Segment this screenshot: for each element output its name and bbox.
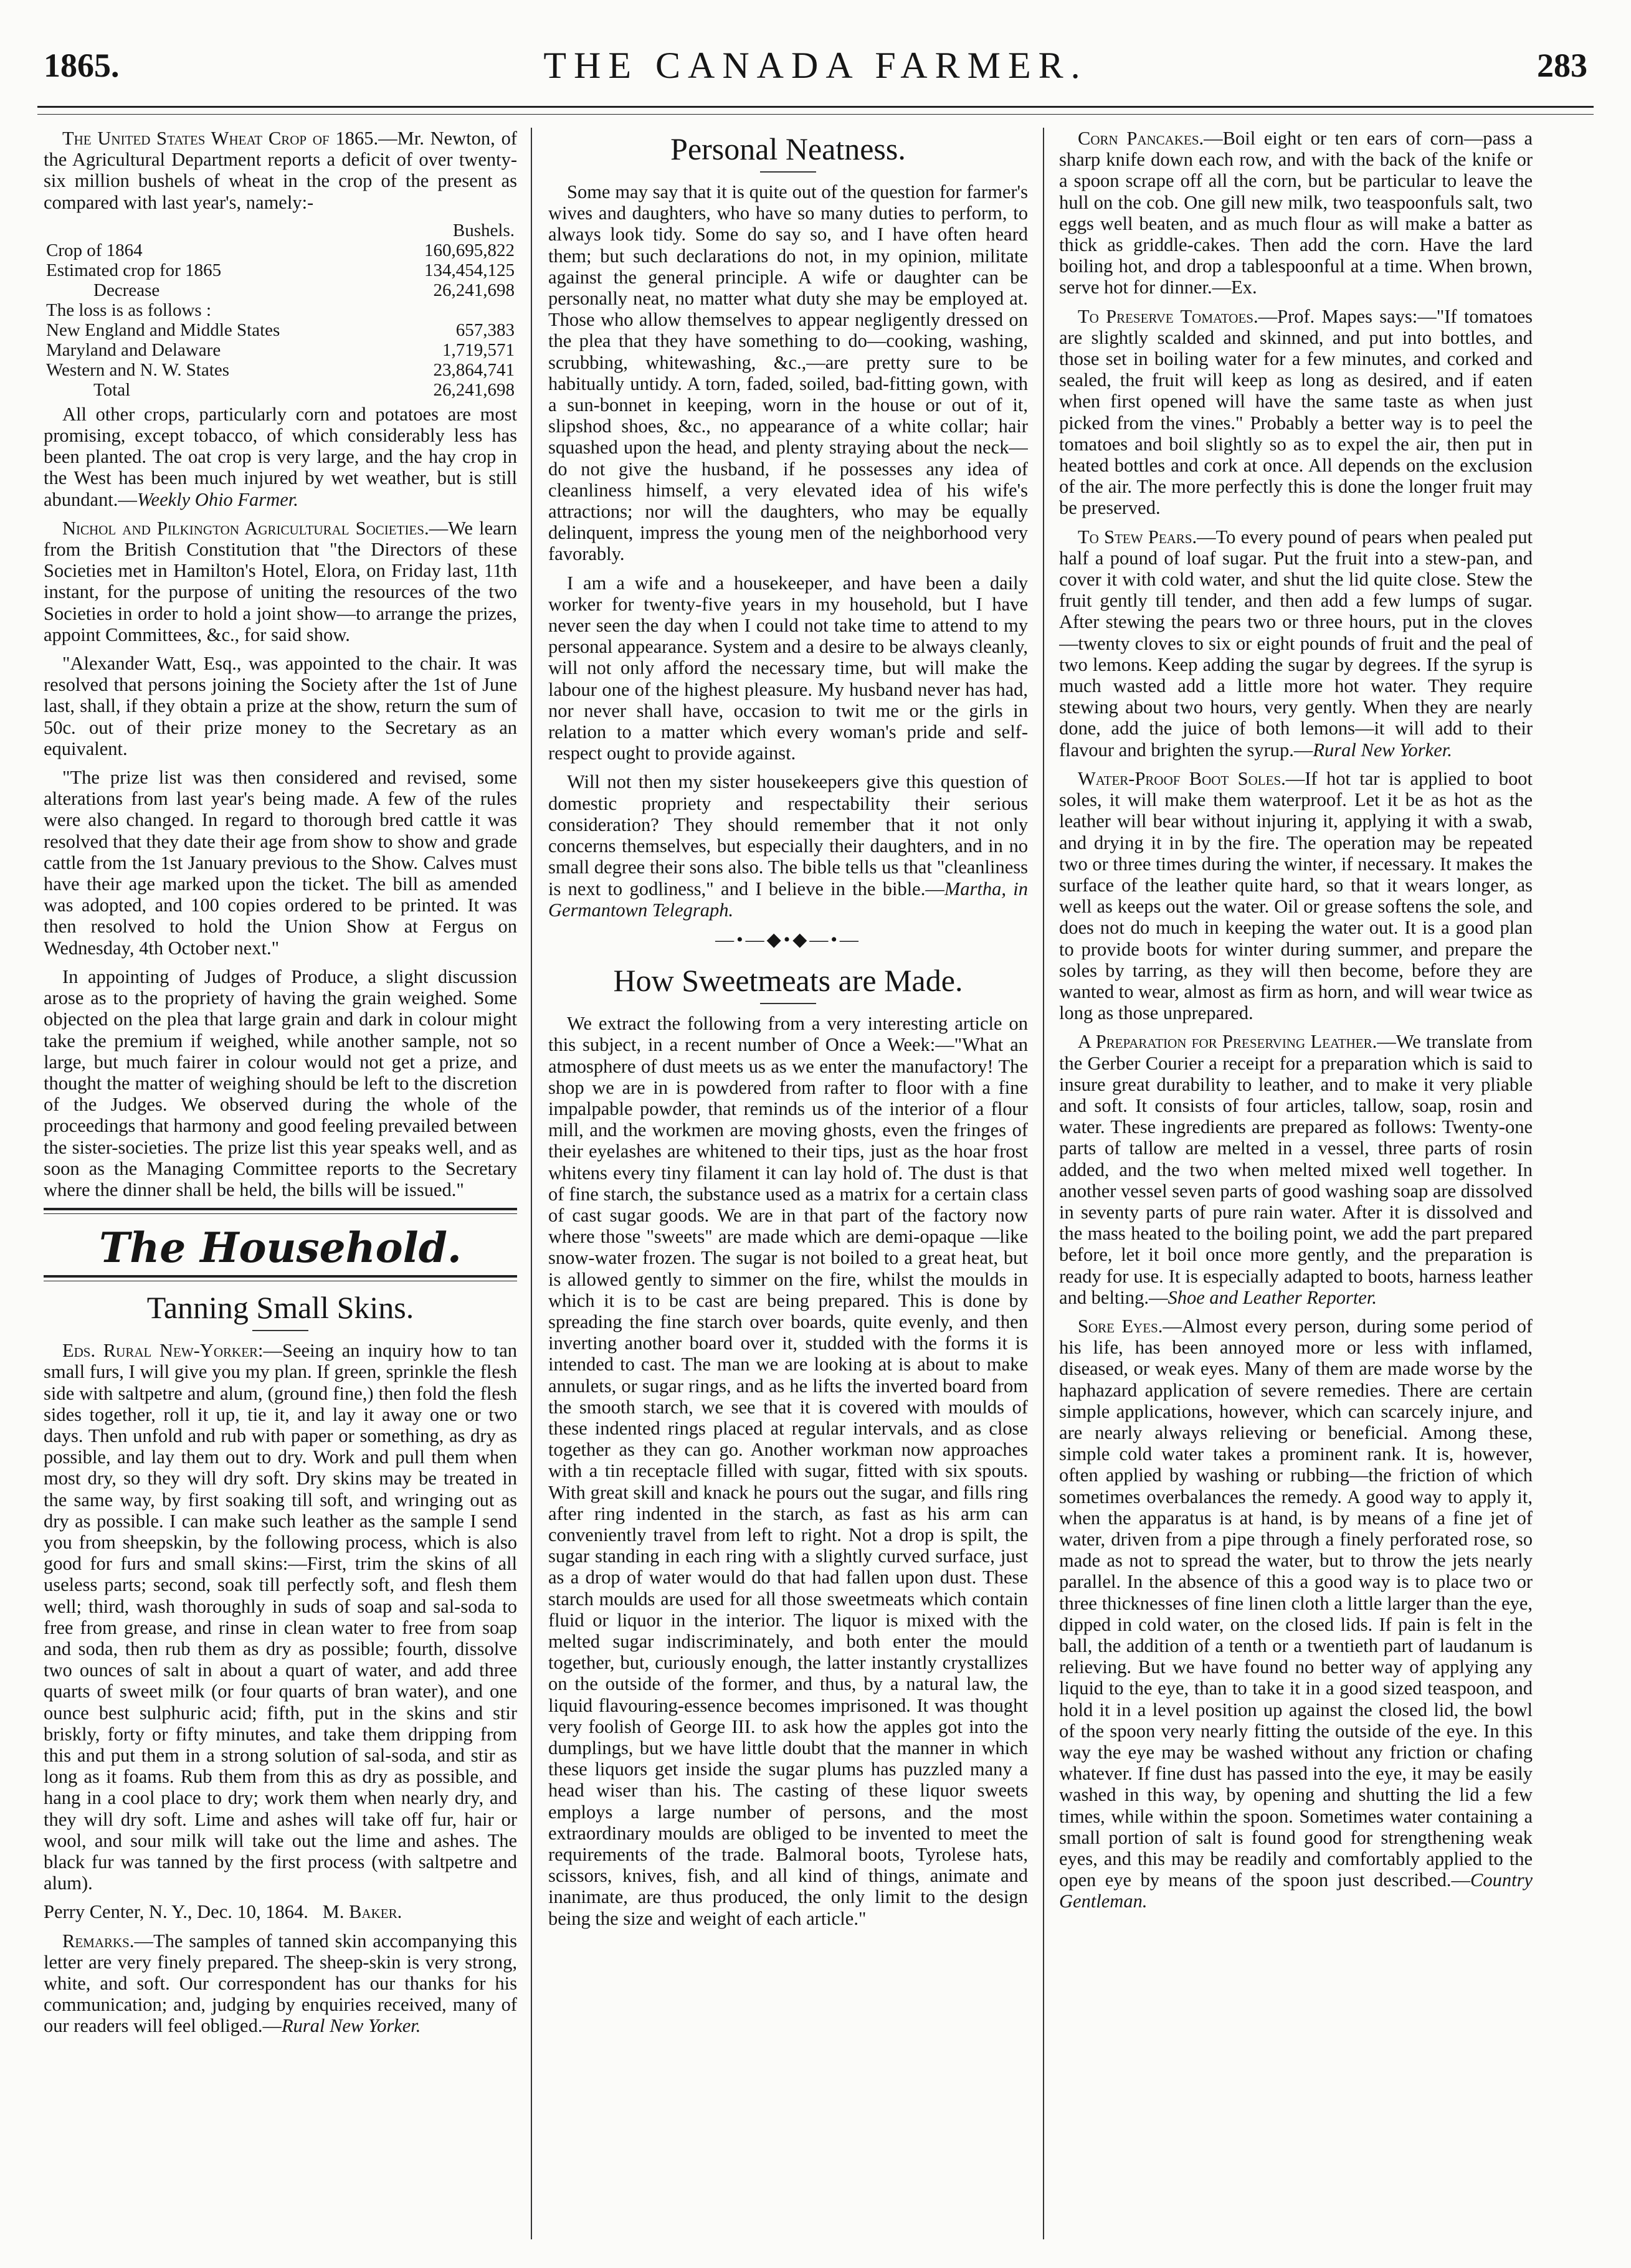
masthead-title: THE CANADA FARMER. (543, 45, 1088, 86)
article-text: I am a wife and a housekeeper, and have been a daily worker for twenty-five years in my household, but I have never seen the day when I could not take time to attend to my personal appearance. System and a desire to be always cleanly, will not only afford the necessary time, but will make the labour one of the highest pleasure. My husband never has had, nor never shall have, occasion to twit me or the girls in relation to a matter which every woman's pride and self-respect ought to provide against. (548, 572, 1028, 764)
masthead-rule (37, 106, 1594, 115)
article-text: "Alexander Watt, Esq., was appointed to the chair. It was resolved that persons joining the Society after the 1st of June last, shall, if they obtain a prize at the show, return the sum of 50c. out of their prize money to the Secretary as an equivalent. (44, 653, 517, 759)
table-row: Maryland and Delaware 1,719,571 (46, 339, 515, 360)
column-3 (1059, 128, 1533, 2239)
corn-pancakes-article: Corn Pancakes.—Boil eight or ten ears of corn—pass a sharp knife down each row, and with the back of the knife or a spoon scrape off all the corn, but be particular to leave the hull on the cob. One gill new milk, two teaspoonfuls salt, two eggs well beaten, and as much flour as will make a batter as thick as griddle-cakes. Then add the corn. Have the lard boiling hot, and drop a tablespoonful at a time. When brown, serve hot for dinner.—Ex. (1059, 128, 1533, 298)
table-row: Decrease 26,241,698 (93, 280, 515, 300)
article-text: Will not then my sister housekeepers give this question of domestic propriety and respectability their serious consideration? They should remember that it not only concerns themselves, but especially their daughters, and in no small degree their sons also. The bible tells us that "cleanliness is next to godliness," and I believe in the bible.—Martha, in Germantown Telegraph. (548, 771, 1028, 921)
table-row: Estimated crop for 1865 134,454,125 (46, 260, 515, 280)
masthead (37, 37, 1594, 106)
wheat-crop-article (44, 128, 517, 213)
ornament-divider: —•—◆•◆—•— (715, 929, 861, 950)
section-rule (44, 1208, 517, 1214)
tomatoes-article: To Preserve Tomatoes.—Prof. Mapes says:—"If tomatoes are slightly scalded and skinned, and put into bottles, and those set in boiling water for a few minutes, and corked and sealed, the fruit will keep as long as desired, and if eaten when first opened will have the same taste as when just picked from the vines." Probably a better way is to peel the tomatoes and boil slightly so as to expel the air, then put in heated bottles and cork at once. All depends on the exclusion of the air. The more perfectly this is done the longer fruit may be preserved. (1059, 305, 1533, 519)
article-title: Personal Neatness. (670, 131, 906, 166)
pears-article: To Stew Pears.—To every pound of pears when pealed put half a pound of loaf sugar. Put the fruit into a stew-pan, and cover it with cold water, and shut the lid quite close. Stew the fruit gently till tender, and then add a few lumps of sugar. After stewing the pears two or three hours, put in the cloves—twenty cloves to six or eight pounds of fruit and the peal of two lemons. Keep adding the sugar by degrees. If the syrup is much wasted add a little more hot water. They require stewing about two hours, very gently. When they are nearly done, add the juice of both lemons—it will add to their flavour and brighten the syrup.—Rural New Yorker. (1059, 526, 1533, 761)
table-header: Bushels. (452, 220, 515, 240)
article-text: We extract the following from a very interesting article on this subject, in a recent number of Once a Week:—"What an atmosphere of dust meets us as we enter the manufactory! The shop we are in is powdered from rafter to floor with a fine impalpable powder, that reminds us of the interior of a flour mill, and the workmen are moving ghosts, even the fringes of their eyelashes are whitened to their tips, just as the hoar frost whitens every tiny filament it can lay hold of. The dust is that of fine starch, the substance used as a matrix for a certain class of cast sugar goods. We are in that part of the factory now where those "sweets" are made which are demi-opaque —like snow-water frozen. The sugar is not boiled to a great heat, but is allowed gently to simmer on the fire, whilst the moulds in which it is to be cast are being prepared. This is done by spreading the fine starch over boards, quite evenly, and then inverting another board over it, studded with the forms it is intended to cast. The man we are looking at is about to make annulets, or sugar rings, and as he lifts the inverted board from the smooth starch, we see that it is covered with moulds of these indented rings placed at regular intervals, and as close together as they can go. Another workman now approaches with a tin receptacle filled with sugar, fitted with six spouts. With great skill and knack he pours out the sugar, and fills ring after ring indented in the starch, as fast as his arm can conveniently travel from left to right. Not a drop is spilt, the sugar standing in each ring with a slightly curved surface, just as a drop of water would do that had fallen upon dust. These starch moulds are used for all those sweetmeats which contain fluid or liquor in the interior. The liquor is mixed with the melted sugar indiscriminately, and both enter the mould together, but, curiously enough, the latter instantly crystallizes on the outside of the former, and thus, by a natural law, the liquid flavouring-essence becomes imprisoned. It was thought very foolish of George III. to ask how the apples got into the dumplings, but we have little doubt that the manner in which these liquors get inside the sugar plums has puzzled many a head wiser than his. The casting of these liquor sweets employs a large number of persons, and the most extraordinary moulds are obliged to be invented to meet the requirements of the trade. Balmoral boots, Tyrolese hats, scissors, knives, fish, and all kind of things, animate and inanimate, are thus produced, the only limit to the design being the size and weight of each article." (548, 1013, 1028, 1929)
masthead-year: 1865. (44, 47, 120, 84)
column-rule (1043, 128, 1044, 2239)
section-rule (44, 1275, 517, 1281)
column-rule (531, 128, 532, 2239)
title-rule (760, 171, 816, 173)
article-text: Mr. Newton, of the Agricultural Department reports a deficit of over twenty-six million bushels of wheat in the crop of the present as compared with last year's, namely:- (44, 128, 517, 213)
article-text: "The prize list was then considered and revised, some alterations from last year's being made. A few of the rules were also changed. In regard to thorough bred cattle it was resolved that they date their age from show to show and grade cattle from the 1st January previous to the Show. Calves must have their age marked upon the ticket. The bill as amended was adopted, and 100 copies ordered to be printed. It was then resolved to hold the Union Show at Fergus on Wednesday, 4th October next." (44, 767, 517, 959)
article-text: All other crops, particularly corn and potatoes are most promising, except tobacco, of which considerably less has been planted. The oat crop is very large, and the hay crop in the West has been much injured by wet weather, but is still abundant.—Weekly Ohio Farmer. (44, 403, 517, 510)
leather-article: A Preparation for Preserving Leather.—We translate from the Gerber Courier a receipt for a preparation which is said to insure great durability to leather, and to make it very pliable and soft. It consists of four articles, tallow, soap, rosin and water. These ingredients are prepared as follows: Twenty-one parts of tallow are melted in a vessel, three parts of rosin added, and the two when melted mixed well together. In another vessel seven parts of good washing soap are dissolved in seventy parts of pure rain water. After it is dissolved and the mass heated to the boiling point, we add the part prepared before, let it boil once more gently, and the preparation is ready for use. It is especially adapted to boots, harness leather and belting.—Shoe and Leather Reporter. (1059, 1031, 1533, 1308)
boot-soles-article: Water-Proof Boot Soles.—If hot tar is applied to boot soles, it will make them waterproof. Let it be as hot as the leather will bear without injuring it, applying it with a swab, and drying it in by the fire. The operation may be repeated two or three times during the winter, if necessary. It makes the surface of the leather quite hard, so that it wears longer, as well as keeps out the water. Oil or grease softens the sole, and does not do much in keeping the water out. It is a good plan to provide boots for winter during summer, and prepare the soles by tarring, as they will then become, before they are wanted to wear, almost as firm as horn, and will wear twice as long as those unprepared. (1059, 767, 1533, 1024)
masthead-page-number: 283 (1537, 47, 1587, 84)
tanning-article: Eds. Rural New-Yorker:—Seeing an inquiry how to tan small furs, I will give you my plan. If green, sprinkle the flesh side with saltpetre and alum, (ground fine,) then fold the flesh sides together, roll it up, tie it, and lay it away one or two days. Then unfold and rub with paper or something, as dry as possible, and lay them out to dry. Work and pull them when most dry, so they will dry soft. Dry skins may be treated in the same way, by first soaking till soft, and wringing out as dry as possible. I can make such leather as the sample I send you from sheepskin, by the following process, which is also good for furs and small skins:—First, trim the skins of all useless parts; second, soak till perfectly soft, and flesh them well; third, wash thoroughly in suds of soap and sal-soda to free from grease, and rinse in clean water to free from soap and soda, then rub them as dry as possible; fourth, dissolve two ounces of salt in about a quart of water, and add three quarts of sweet milk (or four quarts of bran water), and one ounce best sulphuric acid; fifth, put in the skins and stir briskly, forty or fifty minutes, and take them dripping from this and put them in a strong solution of sal-soda, and stir as long as it foams. Rub them from this as dry as possible, and hang in a cool place to dry; work them when nearly dry, and they will dry soft. Lime and ashes will take off fur, hair or wool, and sour milk will take out the lime and ashes. The black fur was tanned by the first process (with saltpetre and alum). (44, 1340, 517, 1894)
wheat-crop-table (44, 221, 517, 400)
sore-eyes-article: Sore Eyes.—Almost every person, during some period of his life, has been annoyed more or less with inflamed, diseased, or weak eyes. Many of them are made worse by the haphazard application of severe remedies. There are certain simple applications, however, which can scarcely injure, and are nearly always relieving or beneficial. Among these, simple cold water takes a prominent rank. It is, however, often applied by washing or rubbing—the friction of which sometimes overbalances the remedy. A good way to apply it, when the apparatus is at hand, is by means of a fine jet of water, driven from a pipe through a finely perforated rose, so made as not to spread the water, but to throw the jets nearly parallel. In the absence of this a good way is to place two or three thicknesses of fine linen cloth a little larger than the eye, dipped in cold water, on the closed lids. If pain is felt in the ball, the addition of a tenth or a twentieth part of laudanum is relieving. But we have found no better way of applying any liquid to the eye, than to take it in a good sized teaspoon, and hold it in a level position up against the closed lid, the bowl of the spoon very nearly fitting the outside of the eye. In this way the eye may be washed without any friction or chafing whatever. If fine dust has passed into the eye, it may be easily washed in this way, by opening and shutting the lid a few times, while within the spoon. Sometimes water containing a small portion of salt is found good for strengthening weak eyes, and this may be readily and comfortably applied to the open eye by means of the spoon just described.—Country Gentleman. (1059, 1315, 1533, 1912)
table-row: The loss is as follows : (46, 300, 212, 320)
section-heading: The Household. (99, 1223, 462, 1273)
article-title: Tanning Small Skins. (146, 1290, 414, 1326)
table-row: Total 26,241,698 (93, 379, 515, 400)
article-title: How Sweetmeats are Made. (613, 963, 963, 999)
article-text: In appointing of Judges of Produce, a slight discussion arose as to the propriety of having the grain weighed. Some objected on the plea that large grain and dark in colour might take the premium if weighed, while another sample, not so large, but much fairer in colour would not get a prize, and thought the matter of weighing should be left to the discretion of the Judges. We observed during the whole of the proceedings that harmony and good feeling prevailed between the sister-societies. The prize list this year speaks well, and as soon as the Managing Committee reports to the Secretary where the dinner shall be held, the bills will be issued." (44, 966, 517, 1200)
table-row: Crop of 1864 160,695,822 (46, 240, 515, 260)
article-signature: Perry Center, N. Y., Dec. 10, 1864. M. Baker. (44, 1901, 402, 1923)
title-rule (252, 1330, 308, 1331)
column-2 (548, 128, 1028, 2239)
table-row: New England and Middle States 657,383 (46, 320, 515, 340)
societies-article: Nichol and Pilkington Agricultural Societies.—We learn from the British Constitution that "the Directors of these Societies met in Hamilton's Hotel, Elora, on Friday last, 11th instant, for the purpose of uniting the resources of the two Societies in order to hold a joint show—to arrange the prizes, appoint Committees, &c., for said show. (44, 517, 517, 645)
article-lead: The United States Wheat Crop of 1865.— (62, 128, 397, 149)
remarks-article: Remarks.—The samples of tanned skin accompanying this letter are very finely prepared. The sheep-skin is very strong, white, and soft. Our correspondent has our thanks for his communication; and, judging by enquiries received, many of our readers will feel obliged.—Rural New Yorker. (44, 1930, 517, 2037)
article-text: Some may say that it is quite out of the question for farmer's wives and daughters, who have so many duties to perform, to always look tidy. Some do say so, and I have often heard them; but such declarations do not, in my opinion, militate against the general principle. A wife or daughter can be personally neat, no matter what duty she may be employed at. Those who allow themselves to appear negligently dressed on the plea that they have something to do—cooking, washing, scrubbing, whitewashing, &c.,—are pretty sure to be habitually untidy. A torn, faded, soiled, bad-fitting gown, with a sun-bonnet in keeping, worn in the house or out of it, slipshod shoes, &c., no appearance of a white collar; hair squashed upon the head, and plenty straying about the neck—do not give the husband, if he possesses any idea of cleanliness himself, a very elevated idea of his wife's attractions; nor will the daughters, who may be equally delinquent, impress the young men of the neighborhood very favorably. (548, 181, 1028, 565)
table-row: Western and N. W. States 23,864,741 (46, 359, 515, 380)
title-rule (760, 1003, 816, 1004)
column-1 (44, 128, 517, 2239)
